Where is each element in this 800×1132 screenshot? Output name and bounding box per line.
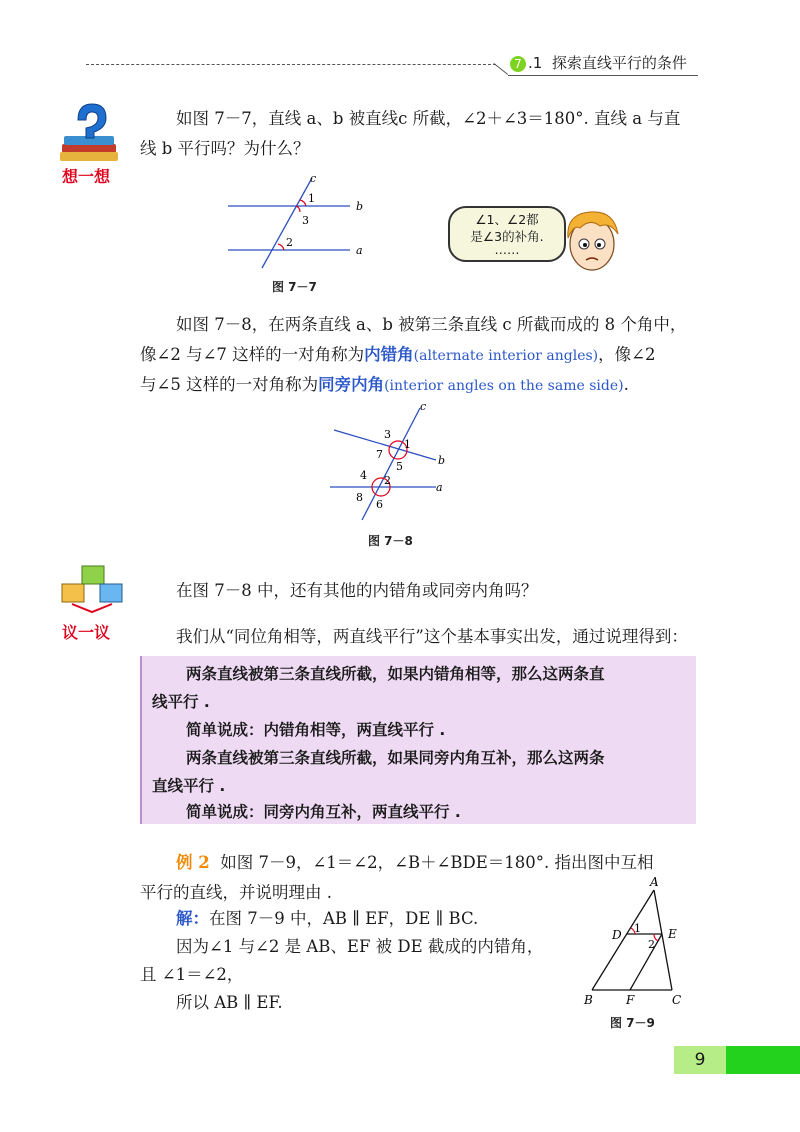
figure-7-7-caption: 图 7－7 [272,280,317,294]
example-line-5: 且 ∠1＝∠2， [140,965,244,984]
label-b: b [356,200,364,213]
solution-label: 解： [176,909,209,928]
figure-7-9-caption: 图 7－9 [610,1016,655,1030]
page-number: 9 [674,1046,726,1074]
section-number-badge: 7 [510,56,526,72]
label-D: D [612,928,622,942]
bubble-line-3: …… [494,242,520,257]
label-6: 6 [376,498,383,511]
label-F: F [626,993,635,1007]
term-interior-angles-same-side-en: (interior angles on the same side) [384,378,624,394]
label-b: b [438,454,446,467]
figure-7-9 [580,874,690,1010]
bubble-line-2: 是∠3的补角. [470,229,544,244]
section-number-suffix: .1 [528,54,543,72]
figure-7-7 [222,172,372,272]
theorem-line-2: 线平行 . [152,693,210,711]
label-3: 3 [302,214,309,227]
section-title: 探索直线平行的条件 [551,54,687,72]
term-alternate-interior-angles-en: (alternate interior angles) [413,348,599,364]
para2-line-3 [140,370,629,401]
theorem-box [140,656,696,824]
label-1: 1 [404,438,411,451]
theorem-line-6: 简单说成：同旁内角互补，两直线平行 . [186,803,461,821]
figure-7-8 [326,400,456,526]
para2-line-3-pre: 与∠5 这样的一对角称为 [140,375,319,394]
example-line-2: 平行的直线，并说明理由 . [140,883,332,902]
header-underline [508,75,698,76]
label-B: B [584,993,593,1007]
bubble-line-1: ∠1、∠2都 [475,212,539,227]
question-books-icon [56,100,126,170]
theorem-line-4: 两条直线被第三条直线所截，如果同旁内角互补，那么这两条 [186,749,605,767]
label-a: a [356,244,363,257]
think-line-1: 如图 7－7，直线 a、b 被直线c 所截，∠2＋∠3＝180°. 直线 a 与直 [176,109,681,128]
label-5: 5 [396,460,403,473]
side-AB [592,890,654,990]
label-2: 2 [286,236,293,249]
header-slant-rule [493,63,508,75]
angle-1-arc [300,200,306,206]
theorem-line-5: 直线平行 . [152,777,226,795]
theorem-line-3: 简单说成：内错角相等，两直线平行 . [186,721,446,739]
discuss-label: 议一议 [62,623,111,642]
header-dashed-rule [86,64,496,65]
para2-line-2-post: ，像∠2 [598,345,656,364]
label-1: 1 [634,922,641,935]
example-line-1-text: 如图 7－9，∠1＝∠2，∠B＋∠BDE＝180°. 指出图中互相 [220,853,654,872]
theorem-line-1: 两条直线被第三条直线所截，如果内错角相等，那么这两条直 [186,665,605,683]
label-3: 3 [384,428,391,441]
label-A: A [650,875,659,889]
label-7: 7 [376,448,383,461]
para2-line-3-post: . [623,375,629,394]
para2-line-2-pre: 像∠2 与∠7 这样的一对角称为 [140,345,365,364]
example-line-3-text: 在图 7－9 中，AB ∥ EF，DE ∥ BC. [209,909,479,928]
label-E: E [668,927,677,941]
para2-line-2 [140,340,655,371]
discuss-line-2: 我们从“同位角相等，两直线平行”这个基本事实出发，通过说理得到： [176,627,688,646]
example-line-4: 因为∠1 与∠2 是 AB、EF 被 DE 截成的内错角， [176,937,544,956]
term-interior-angles-same-side: 同旁内角 [318,375,385,394]
label-2: 2 [648,938,655,951]
discuss-line-1: 在图 7－8 中，还有其他的内错角或同旁内角吗？ [176,581,538,600]
label-4: 4 [360,469,367,482]
label-C: C [672,993,682,1007]
speech-bubble [448,206,566,262]
term-alternate-interior-angles: 内错角 [364,345,414,364]
segment-EF [630,934,662,990]
label-8: 8 [356,491,363,504]
angle-2-arc [278,244,284,250]
label-c: c [420,400,427,413]
page-number-bar [726,1046,800,1074]
label-a: a [436,481,443,494]
section-header [510,52,687,73]
label-c: c [310,172,317,185]
label-2: 2 [384,474,391,487]
line-c [362,408,420,520]
label-1: 1 [308,192,315,205]
think-line-2: 线 b 平行吗？为什么？ [140,139,310,158]
para2-line-1: 如图 7－8，在两条直线 a、b 被第三条直线 c 所截而成的 8 个角中， [176,315,687,334]
example-line-3 [176,904,478,934]
think-label: 想一想 [62,167,111,186]
figure-7-8-caption: 图 7－8 [368,534,413,548]
cartoon-face-icon [560,204,624,284]
example-line-6: 所以 AB ∥ EF. [176,993,283,1012]
example-label: 例 2 [176,853,210,872]
discussion-monitors-icon [58,562,128,622]
